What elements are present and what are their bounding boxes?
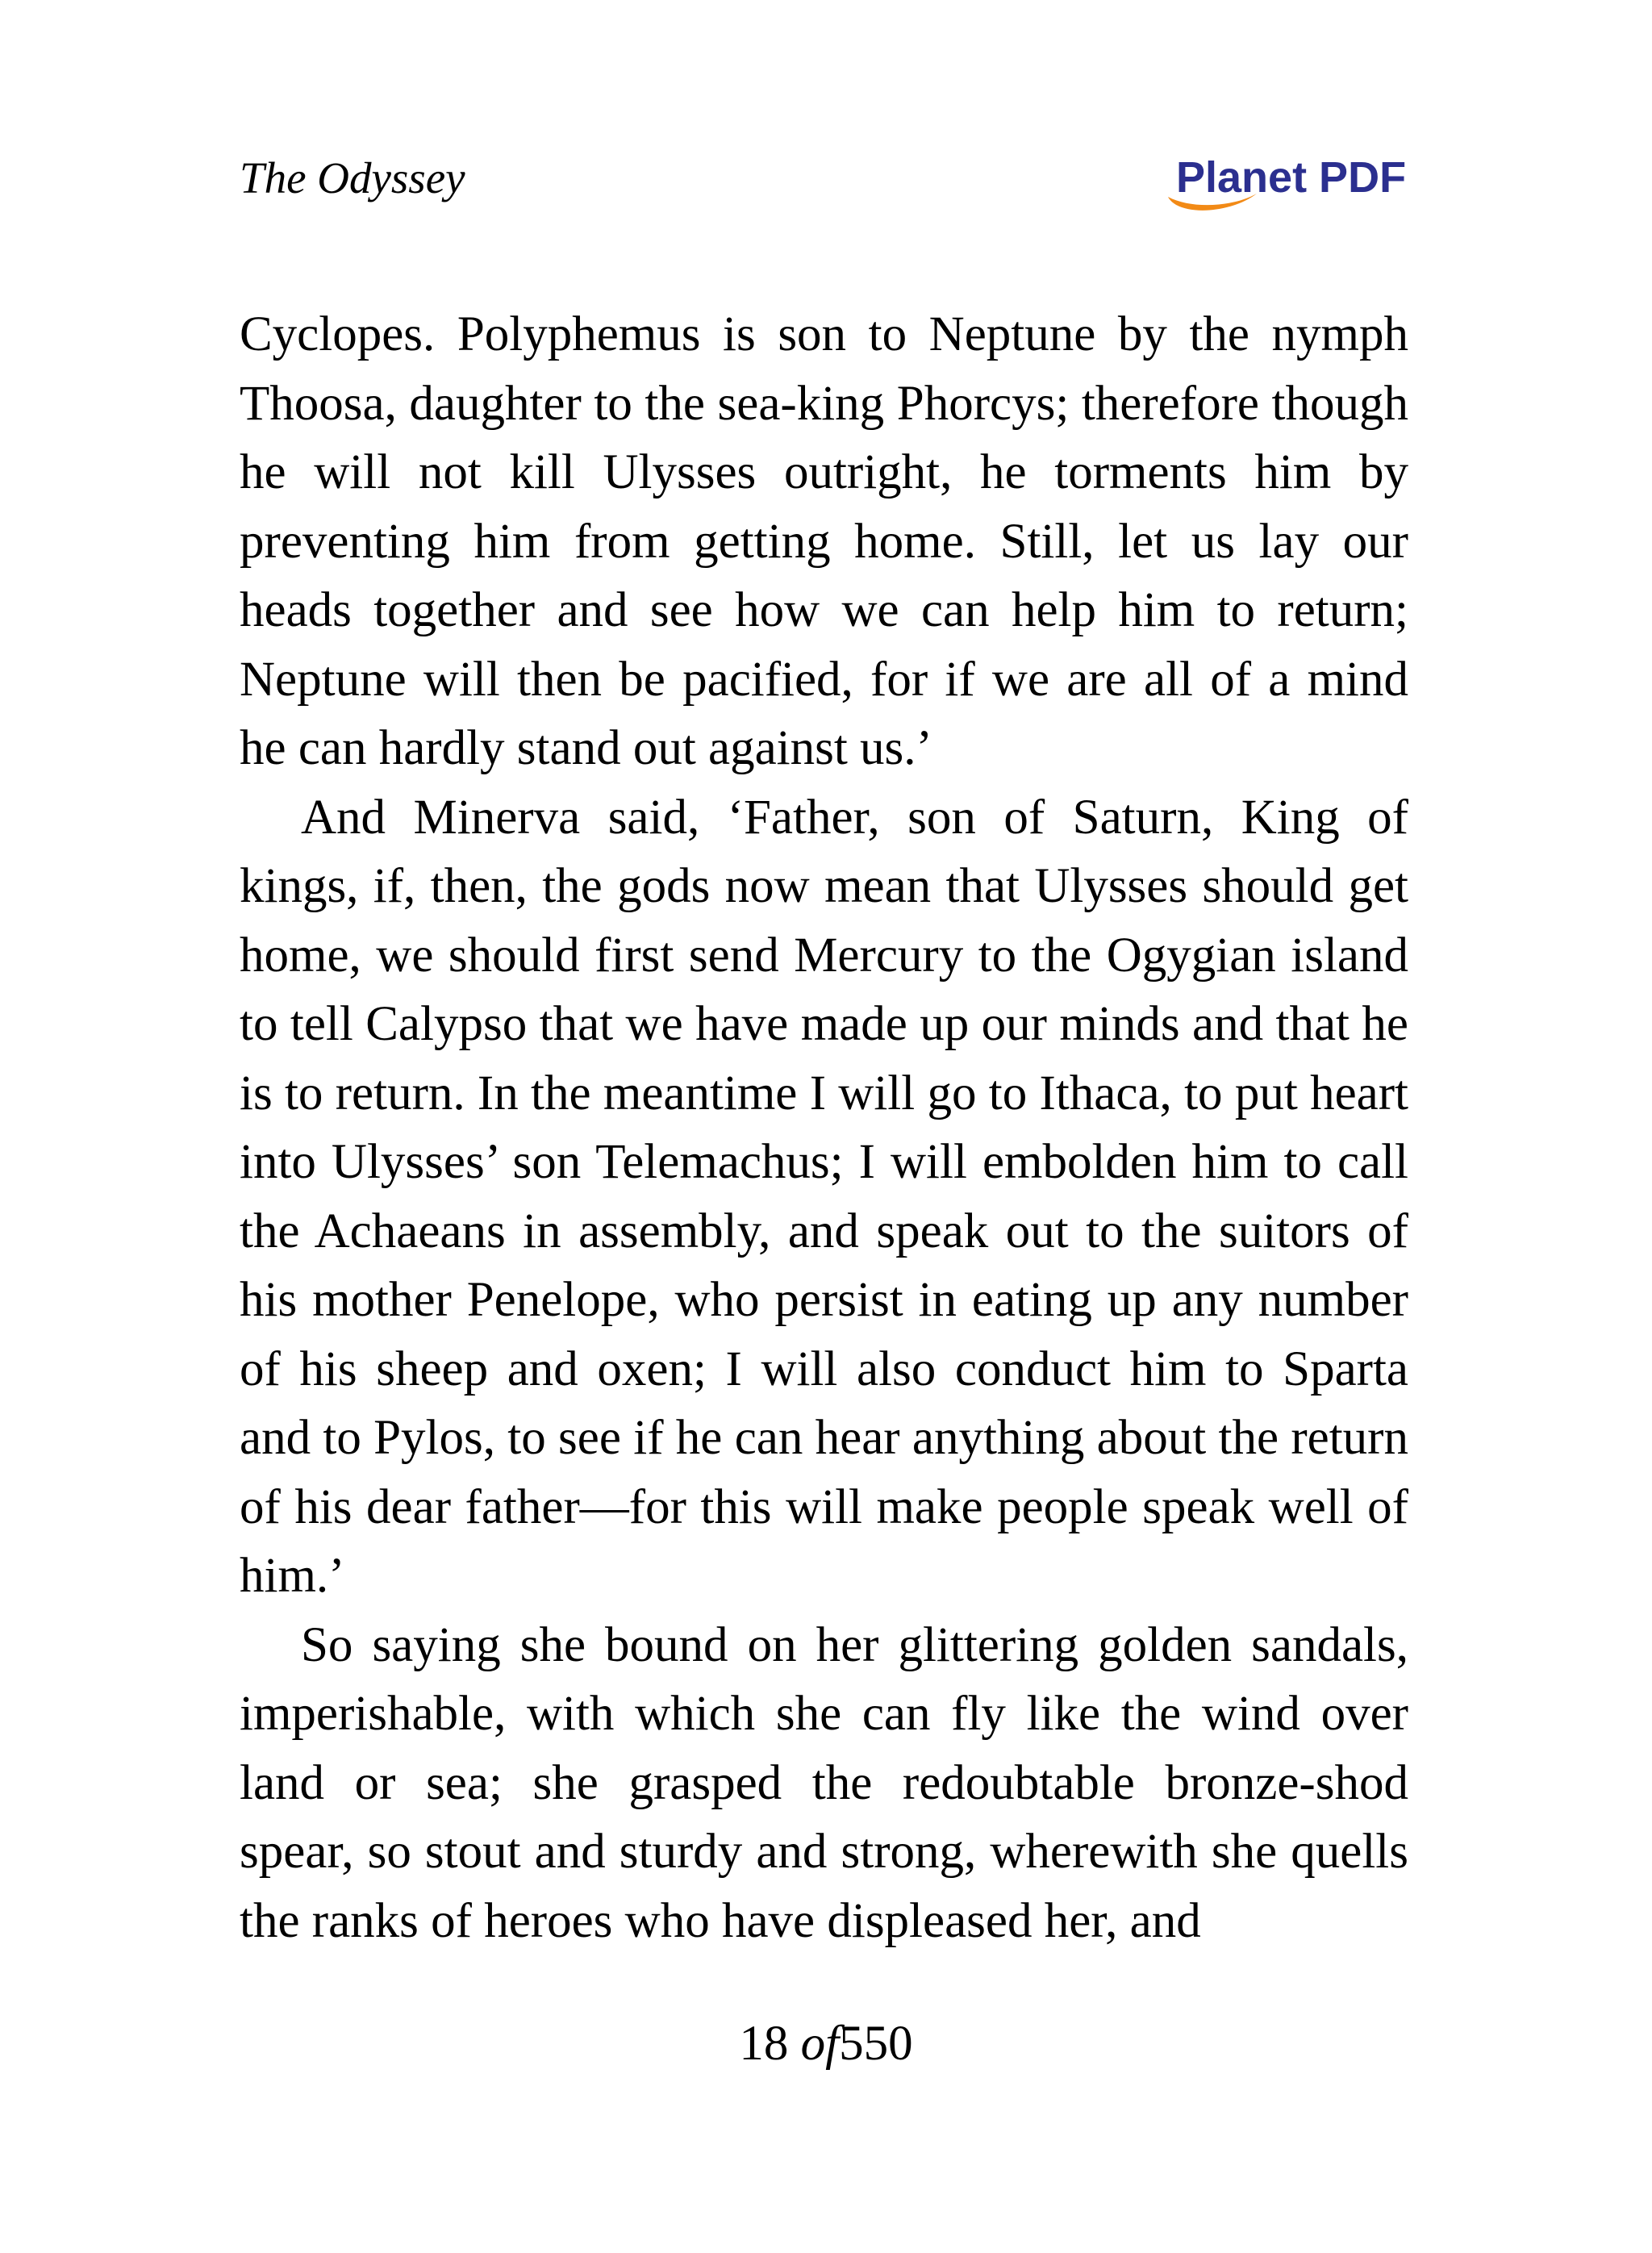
- book-title: The Odyssey: [240, 153, 465, 202]
- total-pages: 550: [839, 2017, 913, 2071]
- paragraph: Cyclopes. Polyphemus is son to Neptune by the nymph Thoosa, daughter to the sea-king Phorcys; therefore though he will not kill Ulysses outright, he torments him by preventing him from getting home. Still, let us lay our heads together and see how we can help him to return; Neptune will then be pacified, for if we are all of a mind he can hardly stand out against us.’: [240, 307, 1408, 775]
- planet-pdf-logo: [1162, 147, 1420, 221]
- body-text: [240, 300, 1408, 1955]
- current-page: 18: [739, 2017, 789, 2071]
- paragraph: And Minerva said, ‘Father, son of Saturn, King of kings, if, then, the gods now mean that Ulysses should get home, we should first send Mercury to the Ogygian island to tell Calypso that we have made up our minds and that he is to return. In the meantime I will go to Ithaca, to put heart into Ulysses’ son Telemachus; I will embolden him to call the Achaeans in assembly, and speak out to the suitors of his mother Penelope, who persist in eating up any number of his sheep and oxen; I will also conduct him to Sparta and to Pylos, to see if he can hear anything about the return of his dear father—for this will make people speak well of him.’: [240, 790, 1408, 1603]
- logo-text: Planet PDF: [1176, 153, 1407, 202]
- page-of-word: of: [800, 2017, 840, 2071]
- paragraph: So saying she bound on her glittering golden sandals, imperishable, with which she can fly like the wind over land or sea; she grasped the redoubtable bronze-shod spear, so stout and sturdy and strong, wherewith she quells the ranks of heroes who have displeased her, and: [240, 1617, 1408, 1948]
- page-number: [0, 2012, 1652, 2076]
